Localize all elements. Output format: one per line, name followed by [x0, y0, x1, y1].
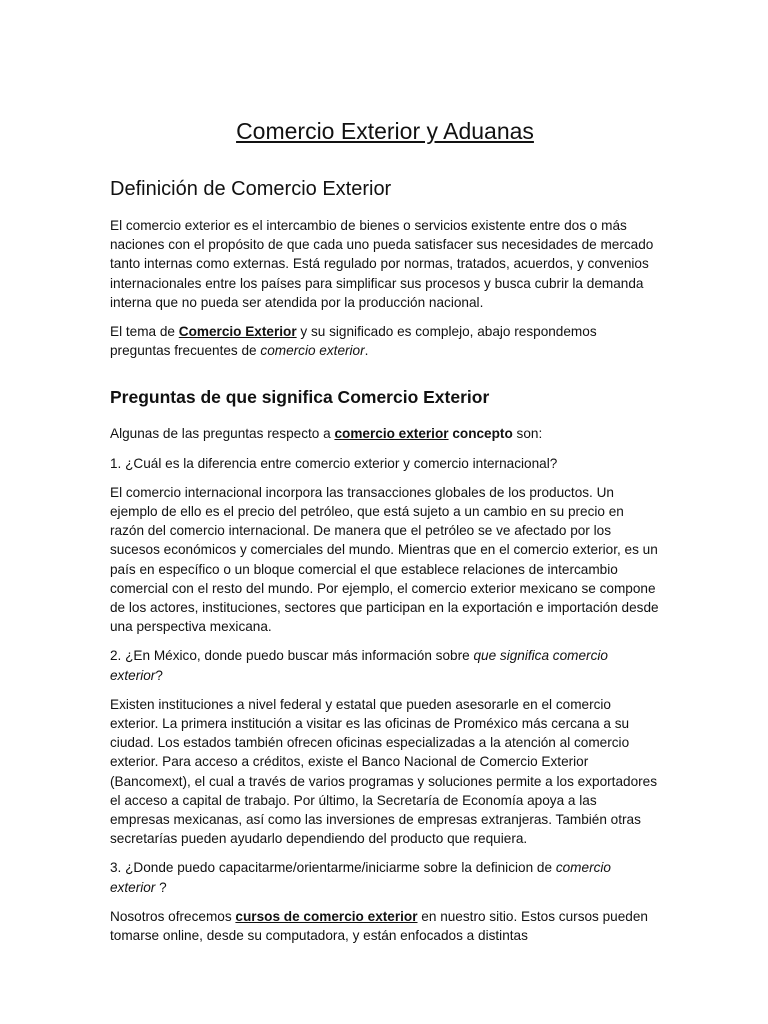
text: .: [364, 343, 369, 359]
answer-2: Existen instituciones a nivel federal y estatal que pueden asesorarle en el comercio exterior. La primera institución a visitar es las oficinas de Proméxico más cercana a su ciudad. Los estados también ofrecen oficinas especializadas a la atención al comercio exterior. Para acceso a créditos, existe el Banco Nacional de Comercio Exterior (Bancomext), el cual a través de varios programas y soluciones permite a los exportadores el acceso a capital de trabajo. Por último, la Secretaría de Economía apoya a las empresas mexicanas, así como las inversiones de empresas extranjeras. También otras secretarías pueden ayudarlo dependiendo del producto que requiera.: [110, 696, 658, 847]
question-2: [110, 646, 660, 684]
text: El tema de: [110, 324, 179, 340]
text: ?: [155, 667, 163, 683]
answer-1: El comercio internacional incorpora las transacciones globales de los productos. Un ejemplo de ello es el precio del petróleo, que está sujeto a un cambio en su precio en razón del comercio internacional. De manera que el petróleo se ve afectado por los sucesos económicos y comerciales del mundo. Mientras que en el comercio exterior, es un país en específico o un bloque comercial el que establece relaciones de intercambio comercial con el resto del mundo. Por ejemplo, el comercio exterior mexicano se compone de los actores, instituciones, sectores que participan en la exportación e importación desde una perspectiva mexicana.: [110, 484, 659, 635]
text: Nosotros ofrecemos: [110, 908, 236, 924]
comercio-exterior-link[interactable]: Comercio Exterior: [178, 324, 297, 340]
text: y su significado es complejo, abajo respondemos preguntas frecuentes de: [110, 324, 597, 359]
cursos-comercio-exterior-link[interactable]: cursos de comercio exterior: [235, 908, 418, 924]
text: 3. ¿Donde puedo capacitarme/orientarme/iniciarme sobre la definicion de: [110, 860, 556, 876]
text: en nuestro sitio. Estos cursos pueden tomarse online, desde su computadora, y están enfocados a distintas: [110, 908, 648, 944]
paragraph-tema: [110, 322, 660, 360]
text: son:: [512, 426, 543, 442]
italic-text: comercio exterior: [260, 343, 365, 359]
paragraph-definicion: El comercio exterior es el intercambio de bienes o servicios existente entre dos o más naciones con el propósito de que cada uno pueda satisfacer sus necesidades de mercado tanto internas como externas. Está regulado por normas, tratados, acuerdos, y convenios internacionales entre los países para simplificar sus procesos y busca cubrir la demanda interna que no pueda ser atendida por la producción nacional.: [110, 218, 654, 310]
section-heading-definicion: Definición de Comercio Exterior: [110, 178, 392, 200]
text: 2. ¿En México, donde puedo buscar más información sobre: [110, 648, 474, 664]
answer-3: [110, 907, 660, 945]
paragraph-intro-preguntas: [110, 424, 660, 443]
document-title: Comercio Exterior y Aduanas: [236, 118, 534, 144]
section-heading-preguntas: Preguntas de que significa Comercio Exterior: [110, 387, 490, 408]
comercio-exterior-concepto-link[interactable]: comercio exterior: [334, 426, 449, 442]
question-3: [110, 858, 660, 896]
text: Algunas de las preguntas respecto a: [110, 426, 335, 442]
italic-text: comercio exterior: [110, 860, 611, 895]
bold-text: concepto: [452, 426, 513, 442]
question-1: 1. ¿Cuál es la diferencia entre comercio exterior y comercio internacional?: [110, 455, 558, 471]
text: ?: [155, 879, 167, 895]
italic-text: que significa comercio exterior: [110, 648, 608, 683]
